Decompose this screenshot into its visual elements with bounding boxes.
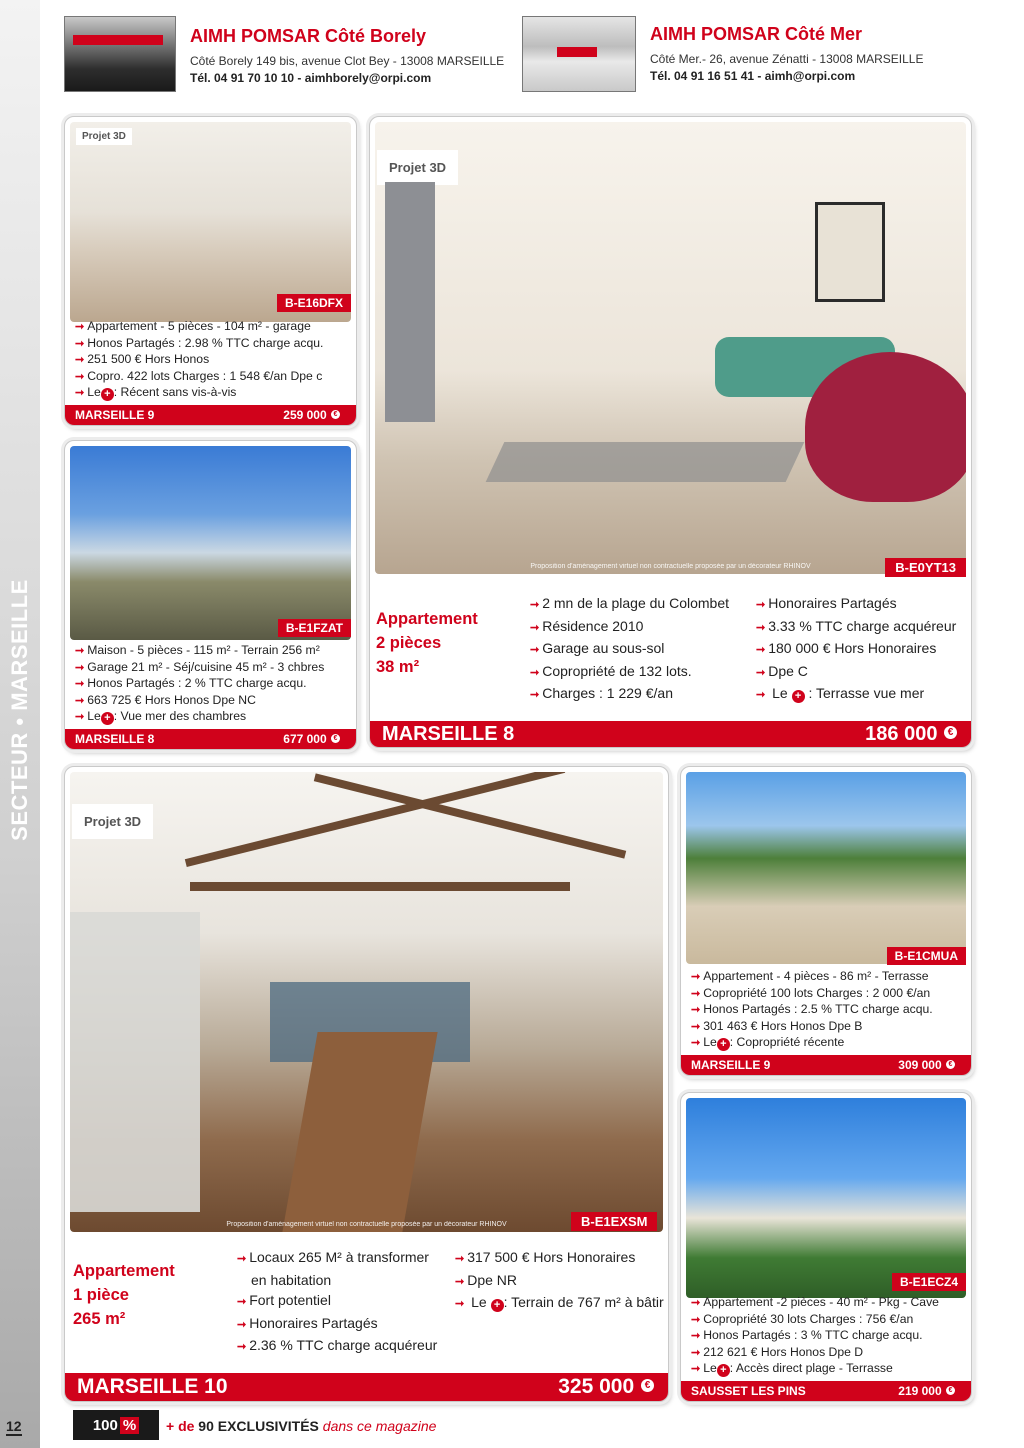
feature-item: ➞ Honos Partagés : 2.5 % TTC charge acqu. <box>691 1002 933 1016</box>
reference-badge: B-E1ECZ4 <box>892 1273 966 1291</box>
plus-icon: + <box>101 712 114 725</box>
plus-icon: + <box>717 1038 730 1051</box>
listing-card-featured[interactable] <box>64 766 669 1402</box>
photo-disclaimer: Proposition d'aménagement virtuel non contractuelle proposée par un décorateur RHINOV <box>530 563 811 570</box>
feature-item: ➞ Honoraires Partagés <box>237 1314 378 1331</box>
feature-item: ➞ Honos Partagés : 2.98 % TTC charge acqu. <box>75 335 324 350</box>
listing-photo <box>70 122 351 322</box>
feature-item: ➞ Copropriété 30 lots Charges : 756 €/an <box>691 1311 914 1326</box>
listing-footer <box>681 1381 971 1401</box>
feature-item: ➞ 180 000 € Hors Honoraires <box>756 640 937 656</box>
feature-item: ➞ Charges : 1 229 €/an <box>530 685 673 701</box>
feature-item: ➞ 301 463 € Hors Honos Dpe B <box>691 1018 863 1033</box>
listing-city: MARSEILLE 8 <box>382 722 515 745</box>
listing-card[interactable] <box>64 440 357 750</box>
listing-card-featured[interactable] <box>369 116 972 748</box>
projet-3d-badge: Projet 3D <box>76 128 132 145</box>
feature-item: ➞ 663 725 € Hors Honos Dpe NC <box>75 692 256 707</box>
tagline: + de 90 EXCLUSIVITÉS dans ce magazine <box>166 1418 437 1434</box>
feature-item: ➞ 212 621 € Hors Honos Dpe D <box>691 1344 864 1359</box>
feature-col-2 <box>756 593 956 706</box>
feature-col-1 <box>237 1247 437 1358</box>
reference-badge: B-E16DFX <box>277 294 351 312</box>
listing-price: 677 000 € <box>283 732 340 746</box>
feature-item: ➞ Copropriété de 132 lots. <box>530 662 692 679</box>
feature-item: ➞ Locaux 265 M² à transformer <box>237 1249 429 1265</box>
reference-badge: B-E1EXSM <box>571 1212 657 1231</box>
feature-item: ➞ Copropriété 100 lots Charges : 2 000 €/an <box>691 985 931 1000</box>
feature-item: ➞ Dpe NR <box>455 1271 518 1288</box>
feature-item: ➞ Le + : Vue mer des chambres <box>75 709 247 724</box>
listing-footer <box>65 1373 668 1401</box>
plus-icon: + <box>491 1299 504 1312</box>
agency-address: Côté Borely 149 bis, avenue Clot Bey - 13008 MARSEILLE <box>190 54 505 68</box>
feature-item: ➞ Honos Partagés : 3 % TTC charge acqu. <box>691 1328 923 1342</box>
feature-col-1 <box>530 593 729 706</box>
feature-item: ➞ 2 mn de la plage du Colombet <box>530 595 730 611</box>
feature-item: ➞ Le + : Terrasse vue mer <box>756 685 925 702</box>
listing-price: 325 000 € <box>558 1375 654 1399</box>
feature-item: ➞ Maison - 5 pièces - 115 m² - Terrain 256 m² <box>75 643 320 657</box>
agency-borely <box>64 16 504 96</box>
plus-icon: + <box>101 388 114 401</box>
listing-price: 186 000 € <box>865 723 957 746</box>
listing-photo <box>686 772 966 964</box>
agency-contact: Tél. 04 91 16 51 41 - aimh@orpi.com <box>650 69 856 83</box>
property-type: Appartement 2 pièces 38 m² <box>376 610 478 676</box>
feature-item: ➞ Appartement - 5 pièces - 104 m² - garage <box>75 319 311 333</box>
listing-city: MARSEILLE 10 <box>77 1375 228 1398</box>
feature-list <box>691 1295 963 1378</box>
page-number: 12 <box>6 1418 22 1434</box>
agency-photo <box>522 16 636 92</box>
plus-icon: + <box>717 1364 730 1377</box>
listing-price: 259 000 € <box>283 408 340 422</box>
feature-item: ➞ Le + : Terrain de 767 m² à bâtir <box>455 1294 664 1311</box>
feature-item: ➞ Appartement -2 pièces - 40 m² - Pkg - Cave <box>691 1295 939 1309</box>
reference-badge: B-E0YT13 <box>885 558 966 577</box>
feature-item: ➞ 3.33 % TTC charge acquéreur <box>756 617 957 634</box>
listing-city: MARSEILLE 9 <box>75 408 155 422</box>
listing-footer <box>370 721 971 747</box>
photo-disclaimer: Proposition d'aménagement virtuel non contractuelle proposée par un décorateur RHINOV <box>226 1221 507 1228</box>
listing-photo <box>686 1098 966 1298</box>
feature-item: ➞ Honoraires Partagés <box>756 595 897 611</box>
listing-card[interactable] <box>680 766 972 1076</box>
agency-address: Côté Mer.- 26, avenue Zénatti - 13008 MARSEILLE <box>650 52 924 66</box>
feature-list <box>75 643 348 726</box>
listing-footer <box>65 405 356 425</box>
feature-item: ➞ Appartement - 4 pièces - 86 m² - Terrasse <box>691 969 929 983</box>
plus-icon: + <box>792 690 805 703</box>
feature-item: ➞ Dpe C <box>756 662 808 679</box>
listing-photo <box>70 446 351 640</box>
listing-photo <box>70 772 663 1232</box>
feature-item: ➞ 2.36 % TTC charge acquéreur <box>237 1337 438 1353</box>
feature-item: ➞ Le + : Accès direct plage - Terrasse <box>691 1361 893 1376</box>
feature-item: ➞ Copro. 422 lots Charges : 1 548 €/an Dpe c <box>75 368 323 383</box>
listing-photo <box>375 122 966 574</box>
projet-3d-badge: Projet 3D <box>377 150 458 185</box>
feature-item: ➞ Garage au sous-sol <box>530 640 665 656</box>
listing-price: 309 000 € <box>898 1058 955 1072</box>
listing-city: SAUSSET LES PINS <box>691 1384 806 1398</box>
reference-badge: B-E1FZAT <box>278 619 351 637</box>
section-title: SECTEUR • MARSEILLE <box>7 579 33 841</box>
property-type: Appartement 1 pièce 265 m² <box>73 1262 175 1328</box>
listing-price: 219 000 € <box>898 1384 955 1398</box>
reference-badge: B-E1CMUA <box>887 947 966 965</box>
listing-card[interactable] <box>680 1092 972 1402</box>
feature-item: en habitation <box>251 1271 332 1288</box>
feature-item: ➞ 251 500 € Hors Honos <box>75 352 210 366</box>
brand-logo: 100 % <box>73 1410 159 1440</box>
feature-col-2 <box>455 1247 664 1315</box>
feature-item: ➞ 317 500 € Hors Honoraires <box>455 1249 636 1265</box>
listing-city: MARSEILLE 9 <box>691 1058 771 1072</box>
feature-item: ➞ Le + : Copropriété récente <box>691 1035 845 1050</box>
feature-item: ➞ Résidence 2010 <box>530 617 644 634</box>
feature-item: ➞ Fort potentiel <box>237 1292 331 1308</box>
agency-mer <box>522 16 923 96</box>
agency-photo <box>64 16 176 92</box>
feature-item: ➞ Honos Partagés : 2 % TTC charge acqu. <box>75 676 307 690</box>
feature-item: ➞ Le + : Récent sans vis-à-vis <box>75 385 237 400</box>
feature-list <box>691 969 963 1052</box>
agency-name: AIMH POMSAR Côté Mer <box>650 24 863 44</box>
listing-city: MARSEILLE 8 <box>75 732 155 746</box>
projet-3d-badge: Projet 3D <box>72 804 153 839</box>
listing-footer <box>681 1055 971 1075</box>
listing-card[interactable] <box>64 116 357 426</box>
listing-footer <box>65 729 356 749</box>
agency-contact: Tél. 04 91 70 10 10 - aimhborely@orpi.com <box>190 71 432 85</box>
agency-name: AIMH POMSAR Côté Borely <box>190 26 427 46</box>
feature-list <box>75 319 348 402</box>
feature-item: ➞ Garage 21 m² - Séj/cuisine 45 m² - 3 chbres <box>75 659 325 674</box>
